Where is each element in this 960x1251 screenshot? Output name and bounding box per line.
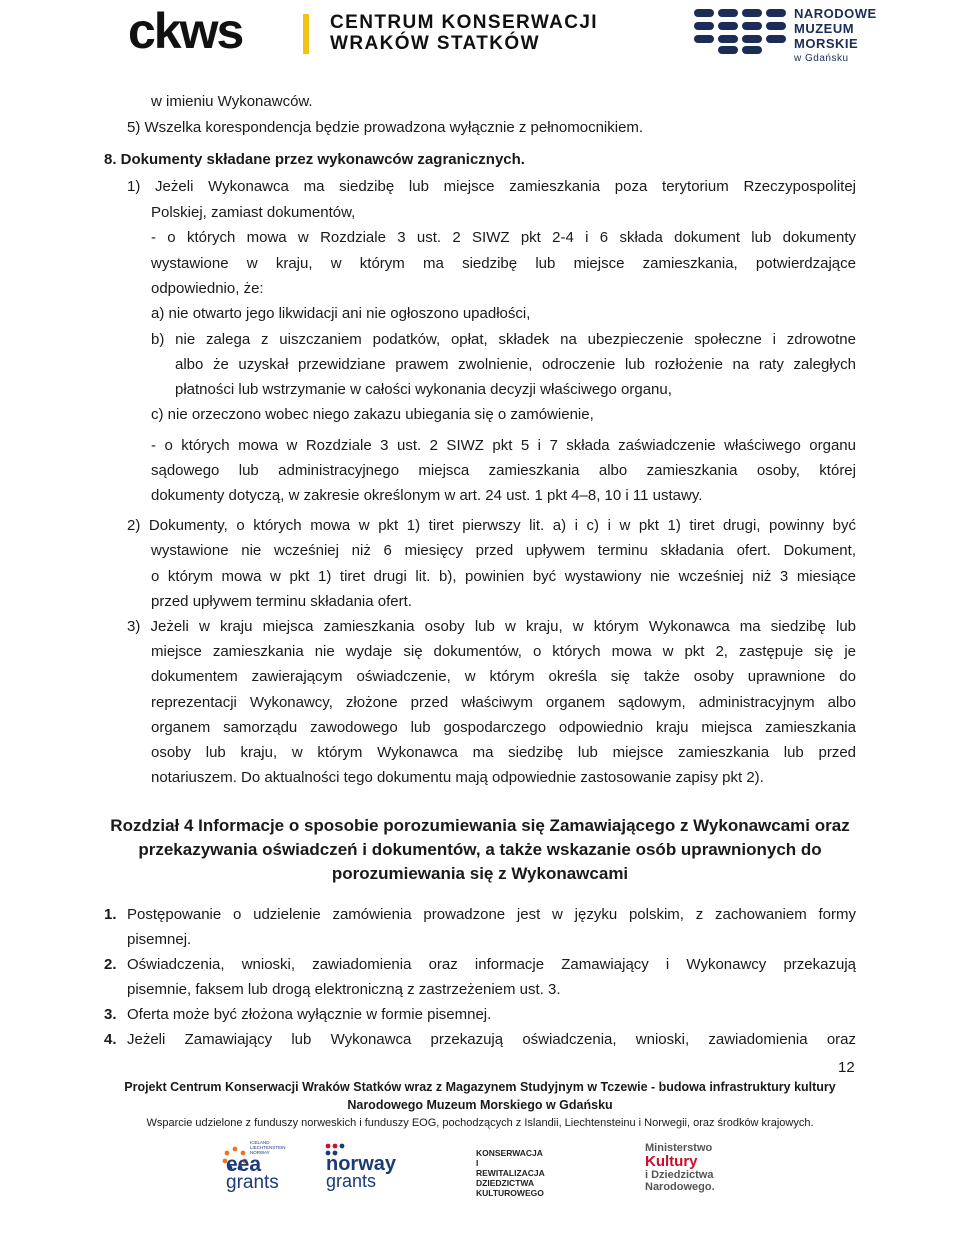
eea-text: eea (226, 1153, 262, 1176)
konserwacja-line3: DZIEDZICTWA (476, 1178, 535, 1188)
nmm-line1: NARODOWE (794, 6, 877, 21)
ckws-name-line2: WRAKÓW STATKÓW (330, 33, 540, 54)
eea-grants-logo (222, 1140, 302, 1195)
ckws-name (330, 12, 598, 54)
body-line: organem samorządu zawodowego lub gospodarczego odpowiednio kraju miejsca zamieszkania (151, 719, 856, 736)
norway-grants-logo (322, 1142, 397, 1192)
chapter-heading-line3: porozumiewania się z Wykonawcami (331, 864, 629, 883)
item-text: pisemnie, faksem lub drogą elektroniczną z zastrzeżeniem ust. 3. (127, 981, 561, 998)
ckws-logo: ckws (128, 3, 243, 59)
body-line: miejsce zamieszkania nie wydaje się dokumentów, o których mowa w pkt 2, zastępuje się je (151, 643, 856, 660)
body-line: Polskiej, zamiast dokumentów, (151, 204, 356, 221)
item-text: pisemnej. (127, 931, 192, 948)
body-line: 3) Jeżeli w kraju miejsca zamieszkania osoby lub w kraju, w którym Wykonawca ma siedzibę lub (127, 618, 856, 635)
body-line: dokumenty dotyczą, w zakresie określonym w art. 24 ust. 1 pkt 4–8, 10 i 11 ustawy. (151, 487, 703, 504)
nmm-name (794, 6, 877, 66)
eea-grants-text: grants (226, 1172, 279, 1193)
item-text: Jeżeli Zamawiający lub Wykonawca przekazują oświadczenia, wnioski, zawiadomienia oraz (127, 1031, 856, 1048)
norway-text: norway (326, 1153, 397, 1175)
item-number: 4. (104, 1031, 117, 1048)
item-text: Postępowanie o udzielenie zamówienia prowadzone jest w języku polskim, z zachowaniem formy (127, 906, 856, 923)
chapter-heading-line2: przekazywania oświadczeń i dokumentów, a także wskazanie osób uprawnionych do (138, 840, 822, 859)
konserwacja-line1: KONSERWACJA (476, 1148, 543, 1158)
body-line: notariuszem. Do aktualności tego dokumentu mają odpowiednie zastosowanie zapisy pkt 2). (151, 769, 764, 786)
footer-project-line1: Projekt Centrum Konserwacji Wraków Statków wraz z Magazynem Studyjnym w Tczewie - budowa infrastruktury kultury (124, 1080, 836, 1094)
nmm-line2: MUZEUM (794, 21, 855, 36)
list-item: a) nie otwarto jego likwidacji ani nie ogłoszono upadłości, (151, 305, 531, 322)
body-line: albo że uzyskał przewidziane prawem zwolnienie, odroczenie lub rozłożenie na raty zaległych (175, 356, 856, 373)
body-line: 1) Jeżeli Wykonawca ma siedzibę lub miejsce zamieszkania poza terytorium Rzeczypospolitej (127, 178, 856, 195)
konserwacja-line2: I REWITALIZACJA (476, 1158, 545, 1178)
list-item: c) nie orzeczono wobec niego zakazu ubiegania się o zamówienie, (151, 406, 594, 423)
body-line: reprezentacji Wykonawcy, złożone przed właściwym organem sądowym, administracyjnym albo (151, 694, 856, 711)
nmm-logo-icon (694, 8, 786, 54)
body-line: płatności lub wstrzymanie w całości wykonania decyzji właściwego organu, (175, 381, 672, 398)
item-text: Oświadczenia, wnioski, zawiadomienia oraz informacje Zamawiający i Wykonawcy przekazują (127, 956, 856, 973)
body-line: 5) Wszelka korespondencja będzie prowadzona wyłącznie z pełnomocnikiem. (127, 119, 644, 136)
item-text: Oferta może być złożona wyłącznie w formie pisemnej. (127, 1006, 492, 1023)
item-number: 3. (104, 1006, 117, 1023)
eea-countries: ICELAND LIECHTENSTEIN NORWAY (250, 1140, 286, 1155)
konserwacja-logo (476, 1148, 546, 1198)
footer-project-line2: Narodowego Muzeum Morskiego w Gdańsku (347, 1098, 613, 1112)
footer-support-text: Wsparcie udzielone z funduszy norweskich i funduszy EOG, pochodzących z Islandii, Liechtensteinu i Norwegii, oraz środków krajowych. (146, 1117, 814, 1129)
ministry-line1: Ministerstwo (645, 1142, 713, 1154)
body-line: 2) Dokumenty, o których mowa w pkt 1) tiret pierwszy lit. a) i c) i w pkt 1) tiret drugi, powinny być (127, 517, 856, 534)
norway-grants-text: grants (326, 1171, 377, 1191)
body-line: osoby lub kraju, w którym Wykonawca ma siedzibę lub miejsce zamieszkania lub przed (151, 744, 856, 761)
nmm-line3: MORSKIE (794, 36, 859, 51)
body-line: dokumentem zawierającym oświadczenie, w którym określa się także osoby uprawnione do (151, 668, 856, 685)
item-number: 1. (104, 906, 117, 923)
body-line: o którym mowa w pkt 1) tiret drugi lit. b), powinien być wystawiony nie wcześniej niż 3 miesiące (151, 568, 856, 585)
ministry-line2: Kultury (645, 1153, 698, 1170)
ckws-name-line1: CENTRUM KONSERWACJI (330, 12, 598, 33)
body-line: odpowiednio, że: (151, 280, 264, 297)
body-line: wystawione nie wcześniej niż 6 miesięcy przed upływem terminu składania ofert. Dokument, (151, 542, 856, 559)
list-item: b) nie zalega z uiszczaniem podatków, opłat, składek na ubezpieczenie społeczne i zdrowotne (151, 331, 856, 348)
body-line: - o których mowa w Rozdziale 3 ust. 2 SIWZ pkt 2-4 i 6 składa dokument lub dokumenty (151, 229, 856, 246)
ckws-logo-bar (303, 14, 309, 54)
ministry-line4: Narodowego. (645, 1181, 715, 1193)
body-line: sądowego lub administracyjnego miejsca zamieszkania albo zamieszkania osoby, której (151, 462, 856, 479)
konserwacja-line4: KULTUROWEGO (476, 1188, 544, 1198)
body-line: - o których mowa w Rozdziale 3 ust. 2 SIWZ pkt 5 i 7 składa zaświadczenie właściwego organu (151, 437, 856, 454)
chapter-heading-line1: Rozdział 4 Informacje o sposobie porozumiewania się Zamawiającego z Wykonawcami oraz (110, 816, 850, 835)
nmm-line4: w Gdańsku (794, 53, 849, 64)
section-heading: 8. Dokumenty składane przez wykonawców zagranicznych. (104, 151, 525, 168)
ministry-culture-logo (645, 1142, 735, 1194)
body-line: przed upływem terminu składania ofert. (151, 593, 412, 610)
page-number: 12 (838, 1059, 855, 1076)
body-line: wystawione w kraju, w którym ma siedzibę lub miejsce zamieszkania, potwierdzające (151, 255, 856, 272)
body-line: w imieniu Wykonawców. (151, 93, 313, 110)
ministry-line3: i Dziedzictwa (645, 1169, 714, 1181)
item-number: 2. (104, 956, 117, 973)
